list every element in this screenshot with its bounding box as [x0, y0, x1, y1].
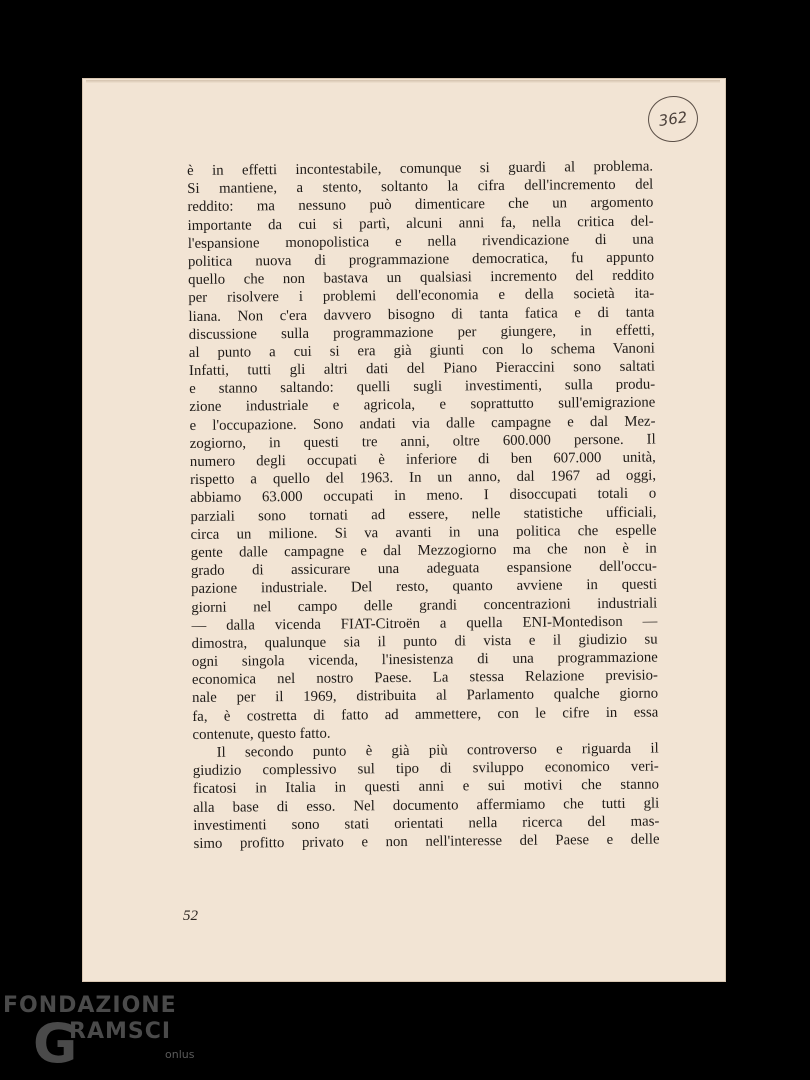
- text-line: circa un milione. Si va avanti in una politica che espelle: [190, 522, 657, 543]
- text-line: nale per il 1969, distribuita al Parlamento qualche giorno: [192, 685, 659, 707]
- text-line: zogiorno, in questi tre anni, oltre 600.000 persone. Il: [189, 431, 656, 452]
- text-line: parziali sono tornati ad essere, nelle statistiche ufficiali,: [190, 504, 657, 525]
- logo-onlus: onlus: [165, 1048, 195, 1061]
- text-line: numero degli occupati è inferiore di ben 607.000 unità,: [189, 449, 656, 470]
- text-line: simo profitto privato e non nell'interesse del Paese e delle: [193, 831, 660, 852]
- text-line: fa, è costretta di fatto ad ammettere, con le cifre in essa: [192, 704, 659, 725]
- text-line: liana. Non c'era davvero bisogno di tanta fatica e di tanta: [188, 304, 655, 325]
- text-line: ficatosi in Italia in questi anni e sui motivi che stanno: [192, 776, 660, 798]
- text-line: al punto a cui si era già giunti con lo schema Vanoni: [188, 340, 655, 361]
- text-line: giudizio complessivo sul tipo di sviluppo economico veri-: [192, 758, 659, 780]
- document-page: [82, 78, 726, 982]
- text-line: e l'occupazione. Sono andati via dalle campagne e dal Mez-: [189, 413, 656, 434]
- logo-text-ramsci: RAMSCI: [69, 1019, 172, 1044]
- text-line: dimostra, qualunque sia il punto di vista e il giudizio su: [191, 631, 658, 652]
- text-line: grado di assicurare una adeguata espansione dell'occu-: [190, 558, 657, 580]
- text-line: è in effetti incontestabile, comunque si guardi al problema.: [187, 158, 654, 179]
- text-line: per risolvere i problemi dell'economia e della società ita-: [188, 285, 655, 307]
- text-line: e stanno saltando: quelli sugli investimenti, sulla produ-: [189, 376, 656, 398]
- text-line: alla base di esso. Nel documento affermiamo che tutti gli: [193, 795, 660, 816]
- text-line: Si mantiene, a stento, soltanto la cifra dell'incremento del: [187, 176, 654, 198]
- text-line: abbiamo 63.000 occupati in meno. I disoccupati totali o: [190, 485, 657, 507]
- text-line: ogni singola vicenda, l'inesistenza di una programmazione: [191, 649, 658, 671]
- text-line: importante da cui si partì, alcuni anni fa, nella critica del-: [187, 213, 654, 234]
- text-line: l'espansione monopolistica e nella rivendicazione di una: [187, 231, 654, 252]
- logo-text-fondazione: FONDAZIONE: [3, 993, 177, 1018]
- page-edge: [86, 80, 720, 83]
- body-text: [187, 158, 660, 854]
- text-line: politica nuova di programmazione democratica, fu appunto: [187, 249, 655, 270]
- text-line: zione industriale e agricola, e soprattutto sull'emigrazione: [189, 394, 656, 416]
- fondazione-gramsci-logo: [3, 993, 203, 1075]
- logo-g-icon: G: [33, 1012, 78, 1075]
- page-number: 52: [183, 908, 198, 924]
- text-line: quello che non bastava un qualsiasi incremento del reddito: [188, 267, 655, 289]
- text-line: giorni nel campo delle grandi concentrazioni industriali: [191, 595, 658, 616]
- text-line: Infatti, tutti gli altri dati del Piano Pieraccini sono saltati: [188, 358, 656, 380]
- archive-stamp: 362: [645, 93, 701, 146]
- text-line: — dalla vicenda FIAT-Citroën a quella ENI-Montedison —: [191, 613, 658, 634]
- text-line: gente dalle campagne e dal Mezzogiorno ma che non è in: [190, 540, 657, 561]
- text-line: contenute, questo fatto.: [192, 725, 331, 743]
- text-line: pazione industriale. Del resto, quanto avviene in questi: [191, 576, 658, 598]
- text-line: discussione sulla programmazione per giungere, in effetti,: [188, 322, 655, 343]
- text-line: economica nel nostro Paese. La stessa Relazione previsio-: [191, 667, 659, 689]
- text-line: reddito: ma nessuno può dimenticare che un argomento: [187, 194, 654, 216]
- text-line: investimenti sono stati orientati nella ricerca del mas-: [193, 813, 660, 834]
- text-line: Il secondo punto è già più controverso e riguarda il: [216, 740, 659, 761]
- text-line: rispetto a quello del 1963. In un anno, dal 1967 ad oggi,: [189, 467, 657, 489]
